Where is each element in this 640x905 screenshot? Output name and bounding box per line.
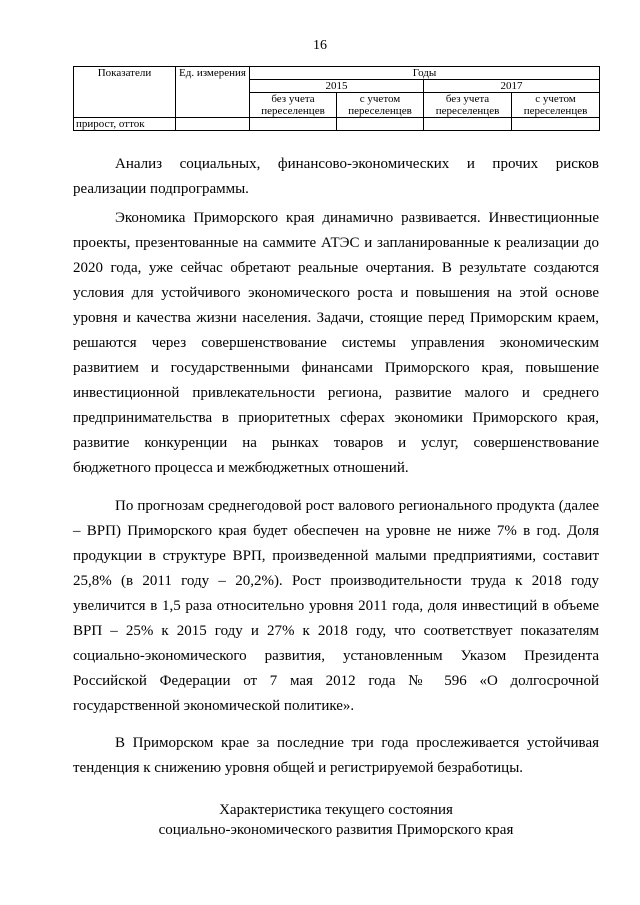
section-heading [73,800,599,840]
paragraph-forecast: По прогнозам среднегодовой рост валового регионального продукта (далее – ВРП) Приморского края будет обеспечен на уровне не ниже 7% в год. Доля продукции в структуре ВРП, произведенной малыми предприятиями, составит 25,8% (в 2011 году – 20,2%). Рост производительности труда к 2018 году увеличится в 1,5 раза относительно уровня 2011 года, доля инвестиций в объеме ВРП – 25% к 2015 году и 27% к 2018 году, что соответствует показателям социально-экономического развития, установленным Указом Президента Российской Федерации от 7 мая 2012 года № 596 «О долгосрочной государственной экономической политике». [73,498,599,714]
section-heading-line2: социально-экономического развития Приморского края [158,822,514,838]
table-cell [424,118,512,131]
table-cell [176,118,250,131]
table-header-row [74,67,600,80]
subheader-2017-without: без учета переселенцев [424,93,512,118]
header-years: Годы [250,67,600,80]
paragraph-risk-analysis: Анализ социальных, финансово-экономических и прочих рисков реализации подпрограммы. [73,156,599,197]
header-year-2015: 2015 [250,80,424,93]
row-label: прирост, отток [74,118,176,131]
section-heading-line1: Характеристика текущего состояния [219,802,453,818]
paragraph-unemployment: В Приморском крае за последние три года прослеживается устойчивая тенденция к снижению уровня общей и регистрируемой безработицы. [73,735,599,776]
table-cell [337,118,424,131]
subheader-2017-with: с учетом переселенцев [512,93,600,118]
header-year-2017: 2017 [424,80,600,93]
page-number: 16 [313,38,327,53]
indicators-table [73,66,600,131]
table-cell [512,118,600,131]
paragraph-economy: Экономика Приморского края динамично развивается. Инвестиционные проекты, презентованные на саммите АТЭС и запланированные к реализации до 2020 года, уже сейчас обретают реальные очертания. В результате создаются условия для устойчивого экономического роста и повышения на этой основе уровня и качества жизни населения. Задачи, стоящие перед Приморским краем, решаются через совершенствование системы управления экономическим развитием и государственными финансами Приморского края, повышение инвестиционной привлекательности региона, развитие малого и среднего предпринимательства в приоритетных сферах экономики Приморского края, развитие конкуренции на рынках товаров и услуг, совершенствование бюджетного процесса и межбюджетных отношений. [73,210,599,476]
table-row [74,118,600,131]
subheader-2015-without: без учета переселенцев [250,93,337,118]
table-cell [250,118,337,131]
header-indicators: Показатели [74,67,176,118]
subheader-2015-with: с учетом переселенцев [337,93,424,118]
header-unit: Ед. измерения [176,67,250,118]
